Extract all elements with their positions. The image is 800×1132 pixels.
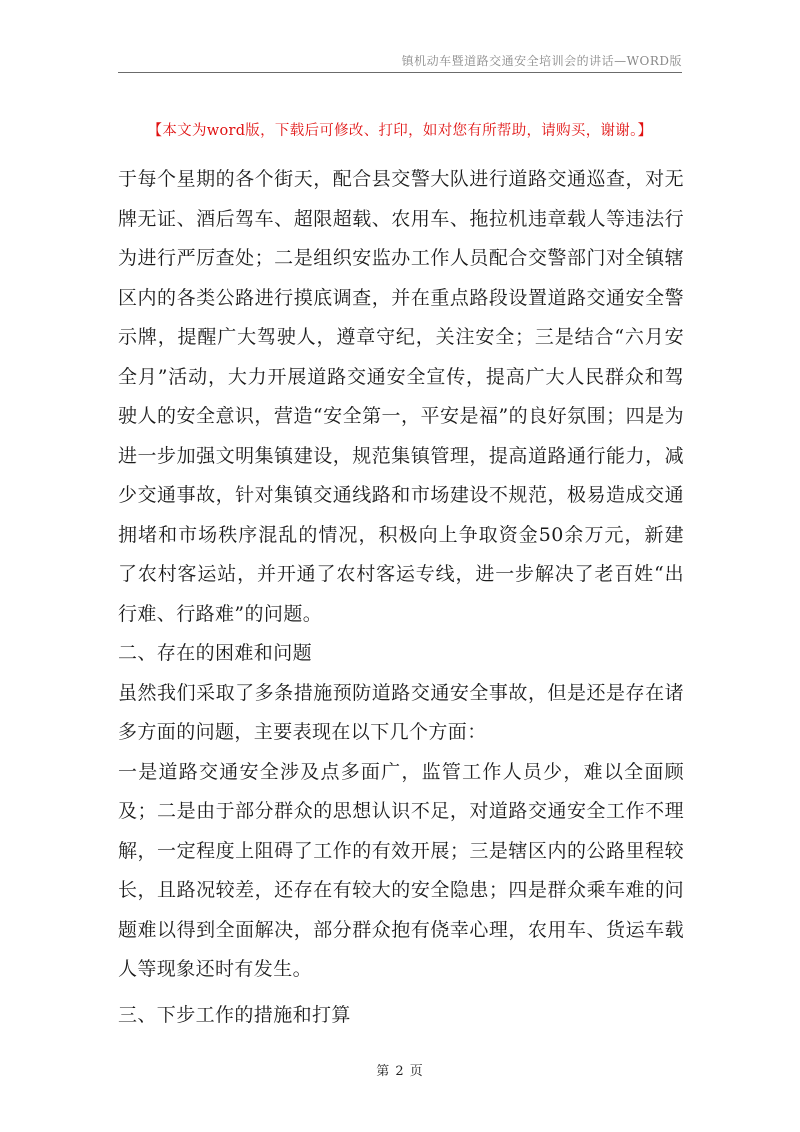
paragraph-problems-intro: 虽然我们采取了多条措施预防道路交通安全事故，但是还是存在诸多方面的问题，主要表现在以下几个方面：	[118, 681, 684, 743]
paragraph-traffic-measures: 于每个星期的各个街天，配合县交警大队进行道路交通巡查，对无牌无证、酒后驾车、超限超载、农用车、拖拉机违章载人等违法行为进行严厉查处；二是组织安监办工作人员配合交警部门对全镇辖区内的各类公路进行摸底调查，并在重点路段设置道路交通安全警示牌，提醒广大驾驶人，遵章守纪，关注安全；三是结合“六月安全月”活动，大力开展道路交通安全宣传，提高广大人民群众和驾驶人的安全意识，营造“安全第一，平安是福”的良好氛围；四是为进一步加强文明集镇建设，规范集镇管理，提高道路通行能力，减少交通事故，针对集镇交通线路和市场建设不规范，极易造成交通拥堵和市场秩序混乱的情况，积极向上争取资金50余万元，新建了农村客运站，并开通了农村客运专线，进一步解决了老百姓“出行难、行路难”的问题。	[118, 168, 684, 625]
document-header-title: 镇机动车暨道路交通安全培训会的讲话—WORD版	[401, 54, 682, 68]
section-heading-next-steps: 三、下步工作的措施和打算	[118, 1003, 351, 1026]
section-heading-difficulties: 二、存在的困难和问题	[118, 642, 313, 664]
page-number: 第 2 页	[376, 1064, 424, 1079]
document-body	[118, 160, 684, 1035]
purchase-notice: 【本文为word版，下载后可修改、打印，如对您有所帮助，请购买，谢谢。】	[147, 123, 653, 139]
header-divider	[118, 72, 682, 73]
paragraph-problems-list: 一是道路交通安全涉及点多面广，监管工作人员少，难以全面顾及；二是由于部分群众的思想认识不足，对道路交通安全工作不理解，一定程度上阻碍了工作的有效开展；三是辖区内的公路里程较长，且路况较差，还存在有较大的安全隐患；四是群众乘车难的问题难以得到全面解决，部分群众抱有侥幸心理，农用车、货运车载人等现象还时有发生。	[118, 760, 684, 980]
